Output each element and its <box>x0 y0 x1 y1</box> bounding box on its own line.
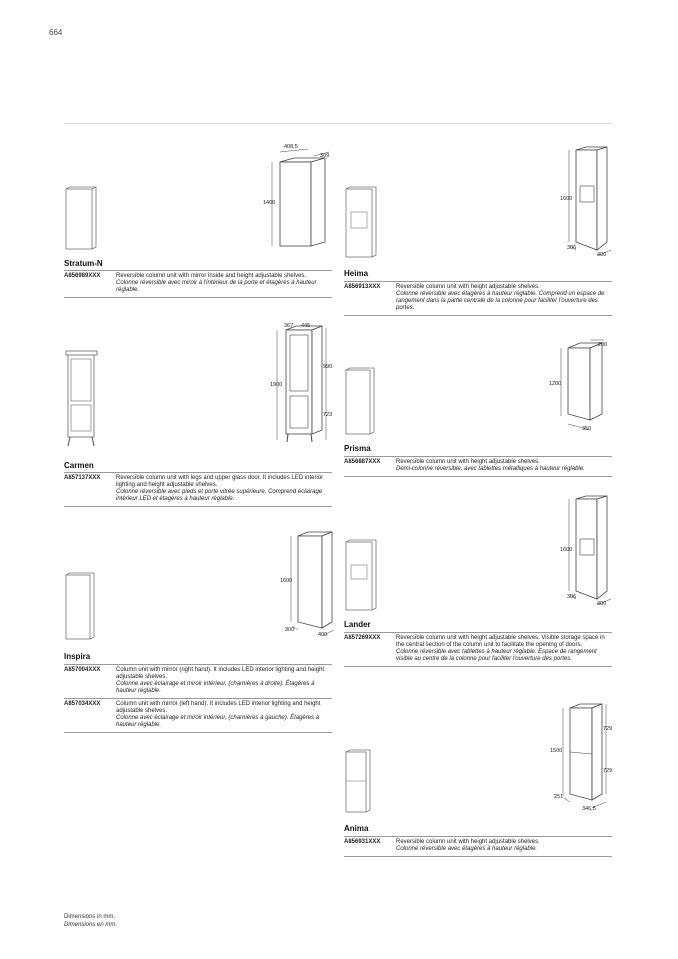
carmen-dim-w: 445 <box>301 323 311 329</box>
lander-table <box>344 632 612 667</box>
heima-dim-d: 306 <box>567 245 577 251</box>
inspira-table <box>64 664 332 733</box>
product-title-prisma: Prisma <box>344 444 371 453</box>
product-code: A857137XXX <box>64 475 101 481</box>
prisma-table <box>344 456 612 477</box>
anima-dim-w: 346,5 <box>582 806 596 812</box>
anima-table <box>344 836 612 857</box>
table-row <box>64 664 332 698</box>
carmen-dim-upper: 990 <box>323 364 333 370</box>
stratum-dim-d1: 408,5 <box>284 144 298 150</box>
carmen-drawing <box>262 318 338 448</box>
product-code: A856913XXX <box>344 284 381 290</box>
product-code: A856931XXX <box>344 839 381 845</box>
product-code: A857034XXX <box>64 701 101 707</box>
heima-thumbnail <box>344 186 378 260</box>
stratum-dim-h: 1400 <box>263 200 276 206</box>
anima-drawing <box>548 700 614 816</box>
product-description: Reversible column unit with height adjustable shelves. Colonne réversible avec étagères à hauteur réglable. <box>396 839 540 852</box>
product-title-carmen: Carmen <box>64 461 94 470</box>
product-code: A857269XXX <box>344 635 381 641</box>
product-description: Reversible column unit with mirror inside and height adjustable shelves. Colonne réversible avec miroir à l'intérieur de la porte et étagères à hauteur réglable. <box>116 273 317 293</box>
lander-dim-d: 306 <box>567 594 577 600</box>
anima-dim-h: 1500 <box>550 748 563 754</box>
carmen-thumbnail <box>64 350 102 450</box>
prisma-drawing <box>546 338 614 434</box>
table-row <box>344 456 612 477</box>
heima-drawing <box>556 146 614 258</box>
lander-drawing <box>556 495 614 607</box>
inspira-thumbnail <box>64 572 98 642</box>
heima-table <box>344 281 612 316</box>
anima-thumbnail <box>344 749 374 815</box>
heima-dim-w: 400 <box>597 252 607 258</box>
table-row <box>64 698 332 733</box>
product-description: Column unit with mirror (left hand). It includes LED interior lighting and height adjustable shelves. Colonne avec éclairage et miroir intérieur, (charnières à gauche). Étagères à hauteur réglable. <box>116 701 321 728</box>
stratum-table <box>64 270 332 298</box>
prisma-thumbnail <box>344 367 378 437</box>
product-description: Reversible column unit with legs and upper glass door. It includes LED interior lighting and height adjustable shelves. Colonne réversible avec pieds et porte vitrée supérieure. Comprend éclairage intérieur LED et étagères à hauteur réglable. <box>116 475 324 502</box>
product-description: Column unit with mirror (right hand). It includes LED interior lighting and height adjustable shelves. Colonne avec éclairage et miroir intérieur, (charnières à droite). Étagères à hauteur réglable. <box>116 667 325 694</box>
product-description: Reversible column unit with height adjustable shelves. Demi-colonne réversible, avec tablettes métalliques à hauteur réglable. <box>396 459 585 472</box>
lander-dim-h: 1600 <box>560 547 573 553</box>
stratum-thumbnail <box>64 186 98 252</box>
table-row <box>64 270 332 298</box>
product-description: Reversible column unit with height adjustable shelves. Visible storage space in the central section of the column unit to facilitate the opening of doors. Colonne réversible avec tablettes à hauteur réglable. Espace de rangement visible au centre de la colonne pour faciliter l'ouverture des portes. <box>396 635 605 662</box>
product-title-inspira: Inspira <box>64 652 91 661</box>
stratum-drawing <box>258 140 338 252</box>
product-code: A857004XXX <box>64 667 101 673</box>
anima-dim-d: 251 <box>554 794 564 800</box>
prisma-dim-h: 1200 <box>549 381 562 387</box>
dimensions-note: Dimensions in mm. Dimensions en mm. <box>64 914 118 928</box>
inspira-dim-w: 400 <box>318 632 328 638</box>
product-title-stratum: Stratum-N <box>64 259 103 268</box>
product-title-lander: Lander <box>344 620 371 629</box>
table-row <box>64 472 332 507</box>
product-title-heima: Heima <box>344 269 369 278</box>
prisma-dim-w: 200 <box>598 342 608 348</box>
carmen-dim-lower: 723 <box>323 412 333 418</box>
heima-dim-h: 1600 <box>560 196 573 202</box>
inspira-dim-h: 1600 <box>280 578 293 584</box>
anima-dim-upper: 729 <box>603 726 613 732</box>
inspira-dim-d: 300 <box>285 627 295 633</box>
lander-thumbnail <box>344 539 378 613</box>
product-description: Reversible column unit with height adjustable shelves. Colonne réversible avec étagères à hauteur réglable. Comprend un espace de rangement dans la partie centrale de la colonne pour faciliter l'ouverture des portes. <box>396 284 605 311</box>
stratum-dim-d2: 309 <box>320 153 330 159</box>
product-code: A856989XXX <box>64 273 101 279</box>
product-code: A856887XXX <box>344 459 381 465</box>
product-title-anima: Anima <box>344 824 369 833</box>
inspira-drawing <box>276 528 338 640</box>
lander-dim-w: 400 <box>597 601 607 607</box>
top-divider <box>64 123 613 124</box>
page-number: 664 <box>49 28 63 37</box>
carmen-dim-h: 1900 <box>270 382 283 388</box>
table-row <box>344 836 612 857</box>
carmen-table <box>64 472 332 507</box>
carmen-dim-d: 367 <box>284 323 294 329</box>
table-row <box>344 281 612 316</box>
table-row <box>344 632 612 667</box>
anima-dim-lower: 729 <box>603 768 613 774</box>
prisma-dim-d: 350 <box>582 426 592 432</box>
